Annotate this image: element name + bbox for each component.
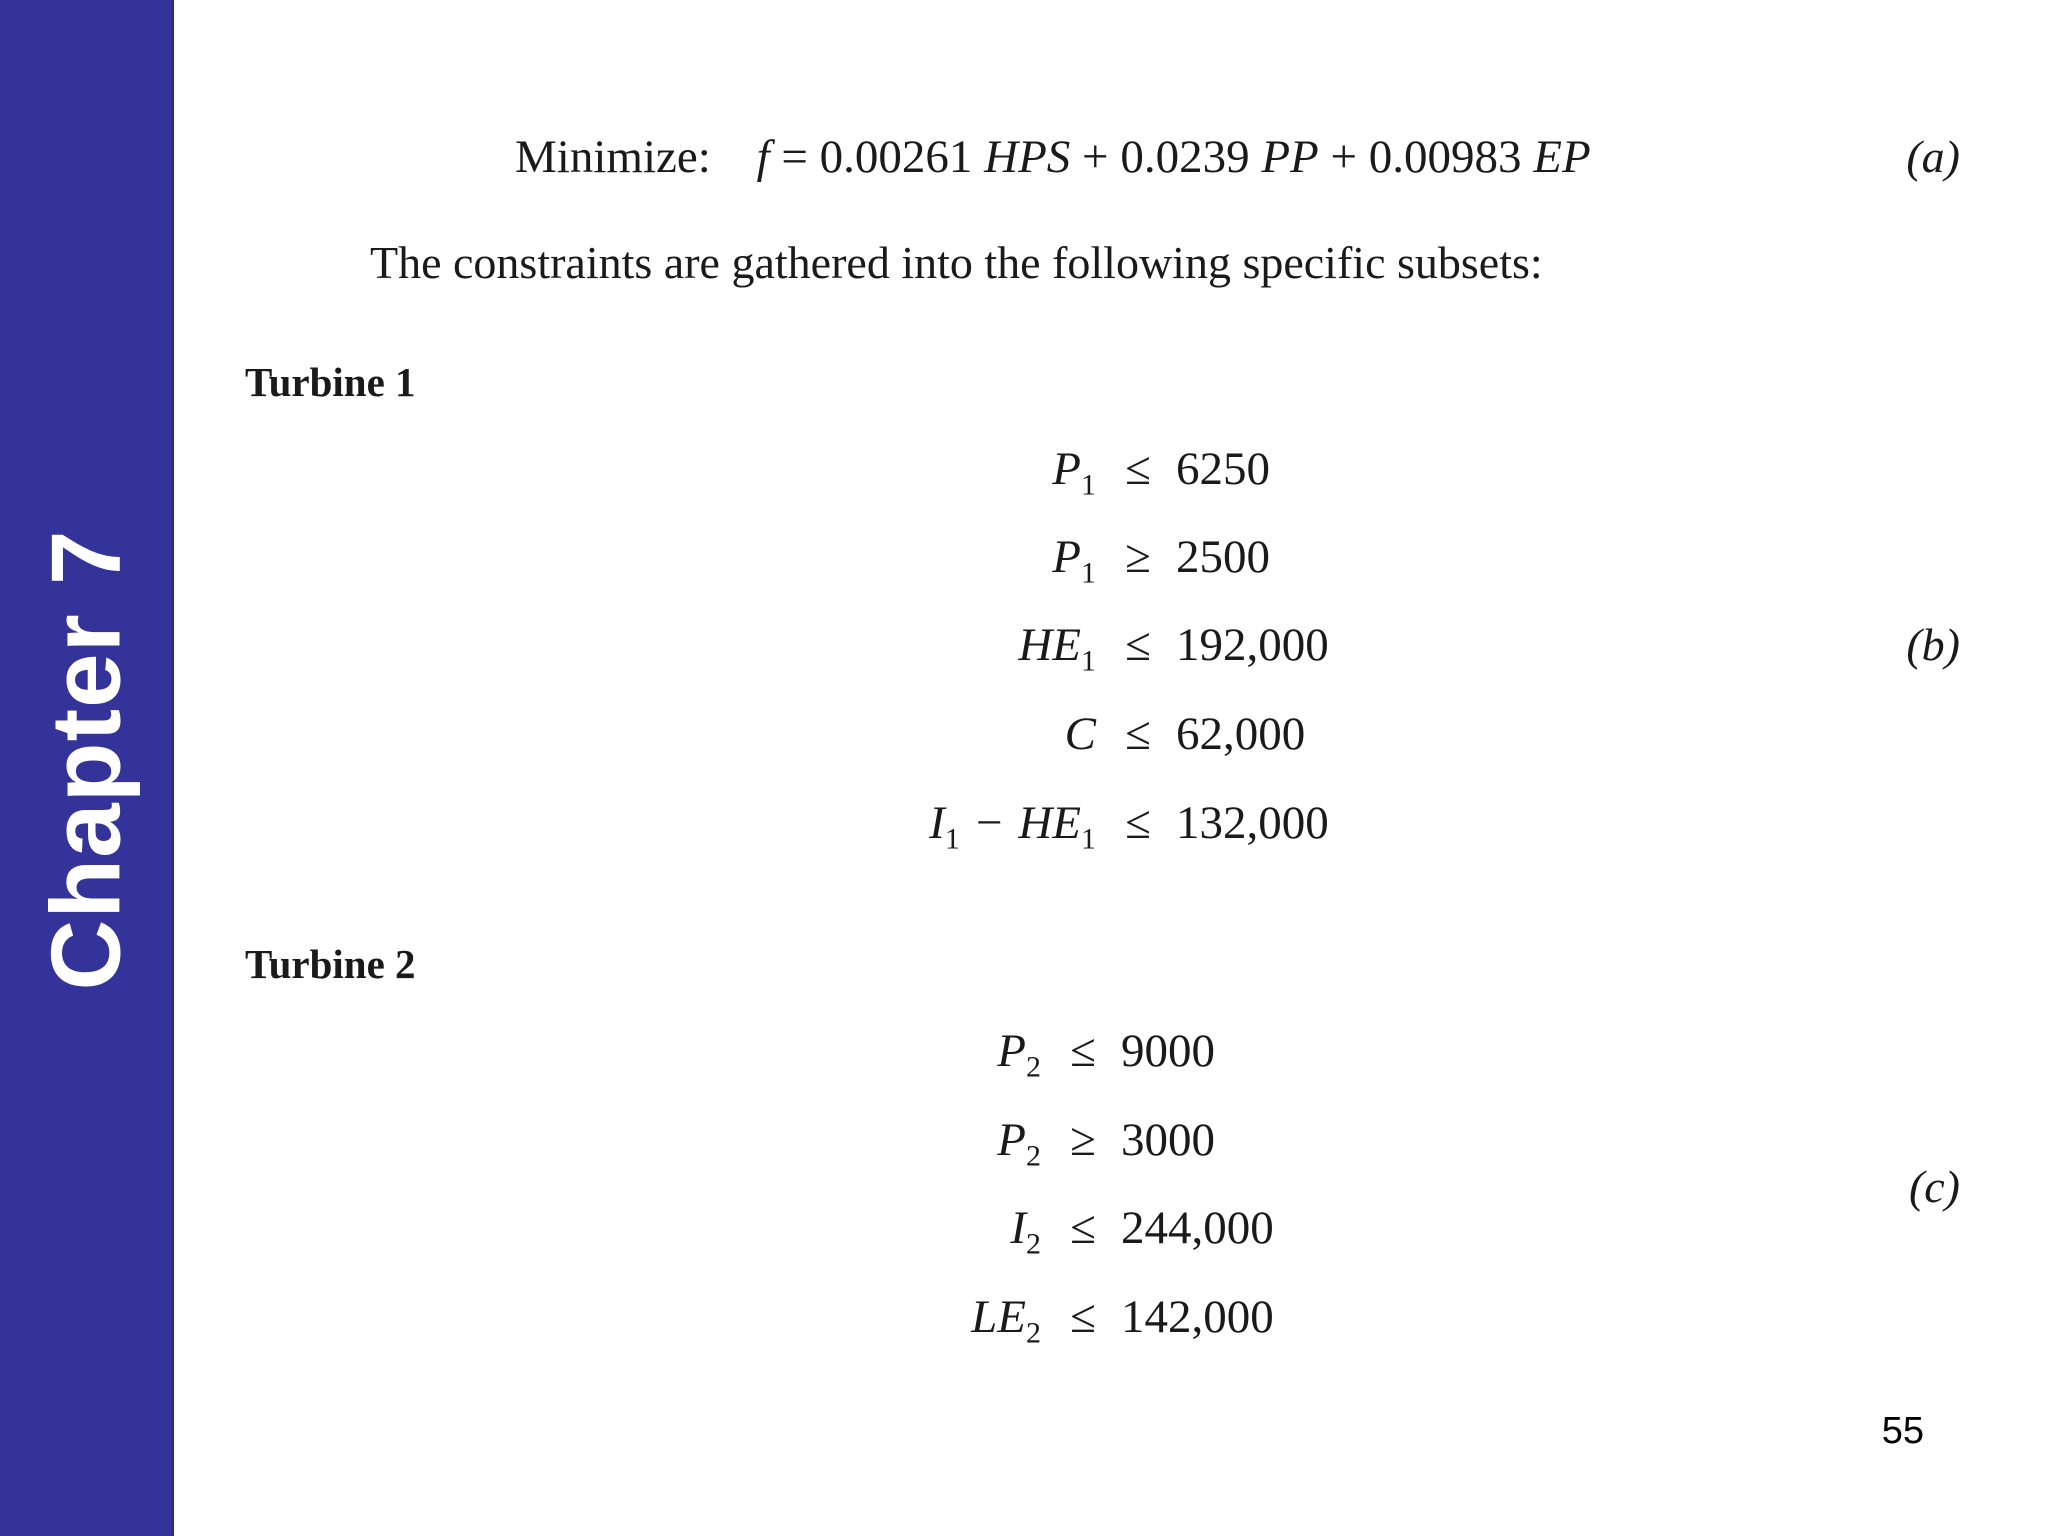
objective-plus-1: + [1082,131,1109,183]
page-number: 55 [1881,1410,1924,1452]
constraint-rhs: 3000 [1121,1114,1215,1166]
constraint-rhs: 9000 [1121,1025,1215,1077]
constraint-operator: ≥ [1125,531,1151,583]
objective-var-2: PP [1261,131,1319,183]
constraint-operator: ≥ [1070,1114,1096,1166]
constraint-lhs: $P_1$ [1052,531,1096,590]
objective-plus-2: + [1330,131,1357,183]
chapter-sidebar [0,0,174,1536]
turbine-1-constraint [900,530,1270,590]
constraint-lhs: $HE_1$ [1018,619,1096,678]
objective-var-1: HPS [984,131,1071,183]
constraint-lhs: $P_2$ [997,1114,1041,1173]
constraint-rhs: 6250 [1176,443,1270,495]
turbine-2-constraint [860,1024,1215,1084]
constraint-operator: ≤ [1070,1291,1096,1343]
constraint-operator: ≤ [1125,708,1151,760]
constraint-operator: ≤ [1070,1025,1096,1077]
objective-function [515,130,1591,184]
equation-tag-c: (c) [1908,1161,1960,1212]
minimize-label: Minimize: [515,131,711,183]
constraint-lhs: C [1064,708,1096,760]
turbine-1-constraint [900,442,1270,502]
equation-tag-a: (a) [1906,131,1960,182]
constraint-rhs: 62,000 [1176,708,1306,760]
constraint-rhs: 192,000 [1176,619,1329,671]
constraint-rhs: 244,000 [1121,1202,1274,1254]
objective-coef-1: 0.00261 [819,131,973,183]
constraint-rhs: 132,000 [1176,797,1329,849]
objective-equals: = [781,131,808,183]
intro-text: The constraints are gathered into the following specific subsets: [370,237,1543,288]
constraint-lhs: $I_2$ [1010,1202,1041,1261]
turbine-2-heading: Turbine 2 [245,941,416,987]
turbine-1-constraint [900,618,1329,678]
constraint-lhs: $P_2$ [997,1025,1041,1084]
turbine-1-constraint [900,707,1305,767]
turbine-1-heading: Turbine 1 [245,359,416,405]
constraint-lhs: $P_1$ [1052,443,1096,502]
turbine-2-constraint [860,1290,1274,1350]
constraint-operator: ≤ [1125,619,1151,671]
objective-var-3: EP [1533,131,1591,183]
objective-f: f [756,131,770,183]
constraint-operator: ≤ [1070,1202,1096,1254]
objective-coef-3: 0.00983 [1368,131,1522,183]
constraint-operator: ≤ [1125,797,1151,849]
objective-coef-2: 0.0239 [1120,131,1250,183]
constraint-lhs: $I_1 - HE_1$ [929,797,1096,856]
turbine-2-constraint [860,1113,1215,1173]
constraint-operator: ≤ [1125,443,1151,495]
constraint-lhs: $LE_2$ [971,1291,1041,1350]
equation-tag-b: (b) [1906,619,1960,670]
constraint-rhs: 2500 [1176,531,1270,583]
constraint-rhs: 142,000 [1121,1291,1274,1343]
turbine-1-constraint [900,796,1329,856]
turbine-2-constraint [860,1201,1274,1261]
chapter-label: Chapter 7 [30,529,141,991]
